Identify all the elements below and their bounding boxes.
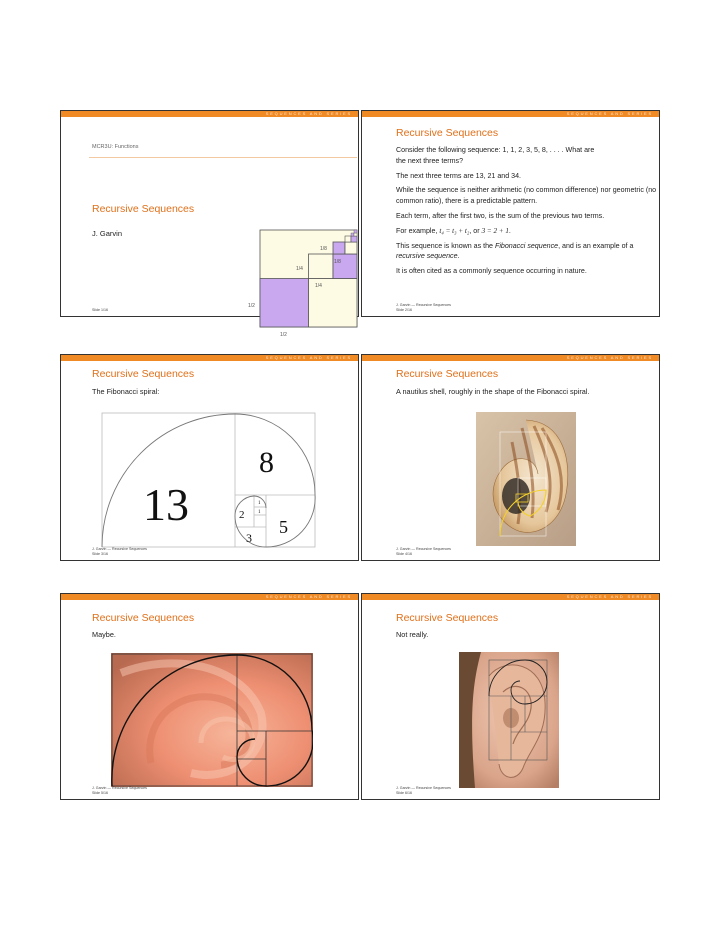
- frac-label-5: 1/2: [248, 303, 255, 309]
- footer-author: J. Garvin — Recursive Sequences: [92, 786, 147, 791]
- square-1a-label: 1: [258, 501, 261, 506]
- header-section-label: SEQUENCES AND SERIES: [566, 594, 653, 599]
- example-mid: , or: [469, 226, 482, 235]
- example-equation-1: t₄ = t₃ + t₂: [439, 226, 470, 235]
- paragraph-name: [396, 241, 658, 263]
- slide-footer: [92, 786, 147, 796]
- slide-footer: [396, 547, 451, 557]
- header-section-label: SEQUENCES AND SERIES: [566, 355, 653, 360]
- paragraph-pattern: While the sequence is neither arithmetic (no common difference) nor geometric (no common ratio), there is a predictable pattern.: [396, 186, 657, 206]
- example-suffix: .: [508, 226, 511, 235]
- slide-title: Recursive Sequences: [92, 612, 195, 624]
- frac-label-1: 1/8: [320, 246, 327, 252]
- slide-title: Recursive Sequences: [396, 368, 499, 380]
- fraction-squares-svg: [230, 222, 360, 340]
- slide-footer: [92, 308, 108, 313]
- footer-author: J. Garvin — Recursive Sequences: [92, 547, 147, 552]
- footer-author: J. Garvin — Recursive Sequences: [396, 303, 451, 308]
- square-13-label: 13: [143, 479, 189, 530]
- slide-footer: [92, 547, 147, 557]
- paragraph-rule: Each term, after the first two, is the sum of the previous two terms.: [396, 211, 605, 220]
- slide-5: [60, 593, 359, 800]
- question-line-2: the next three terms?: [396, 156, 464, 165]
- nautilus-shell-svg: [476, 412, 576, 546]
- frac-label-6: 1/2: [280, 332, 287, 338]
- recursive-term: recursive sequence: [396, 252, 458, 261]
- frac-label-3: 1/4: [296, 266, 303, 272]
- header-section-label: SEQUENCES AND SERIES: [265, 355, 352, 360]
- slide-body: [396, 145, 658, 281]
- course-label: MCR3U: Functions: [92, 144, 139, 150]
- slide-text: Maybe.: [92, 630, 116, 639]
- header-section-label: SEQUENCES AND SERIES: [566, 111, 653, 116]
- paragraph-nature: It is often cited as a commonly sequence occurring in nature.: [396, 267, 587, 276]
- header-section-label: SEQUENCES AND SERIES: [265, 111, 352, 116]
- slide-text: Not really.: [396, 630, 429, 639]
- footer-author: J. Garvin — Recursive Sequences: [396, 786, 451, 791]
- footer-author: J. Garvin — Recursive Sequences: [396, 547, 451, 552]
- frac-label-4: 1/4: [315, 283, 322, 289]
- slide-number: Slide 2/16: [396, 308, 412, 313]
- rose-svg: [111, 653, 313, 787]
- course-rule: [89, 157, 357, 158]
- name-prefix: This sequence is known as the: [396, 241, 495, 250]
- slide-number: Slide 3/16: [92, 552, 108, 557]
- author-name: J. Garvin: [92, 229, 123, 238]
- slide-title: Recursive Sequences: [396, 127, 499, 139]
- square-5-label: 5: [279, 517, 288, 537]
- frac-label-2: 1/8: [334, 259, 341, 265]
- slide-number: Slide 5/16: [92, 791, 108, 796]
- paragraph-answer: The next three terms are 13, 21 and 34.: [396, 171, 522, 180]
- slide-number: Slide 1/16: [92, 308, 108, 313]
- slide-title: Recursive Sequences: [396, 612, 499, 624]
- rose-photo: [111, 653, 313, 787]
- slide-6: [361, 593, 660, 800]
- example-prefix: For example,: [396, 226, 440, 235]
- square-8-label: 8: [259, 446, 274, 479]
- slide-footer: [396, 303, 451, 313]
- fibonacci-term: Fibonacci sequence: [494, 241, 559, 250]
- slide-footer: [396, 786, 451, 796]
- paragraph-example: [396, 226, 658, 237]
- slide-text: The Fibonacci spiral:: [92, 387, 160, 396]
- nautilus-shell-photo: [476, 412, 576, 546]
- fibonacci-spiral-figure: [101, 412, 316, 548]
- slide-4: [361, 354, 660, 561]
- name-suffix: .: [457, 252, 460, 261]
- fibonacci-spiral-svg: [101, 412, 316, 548]
- square-3-label: 3: [246, 531, 252, 545]
- fraction-squares-figure: [230, 222, 360, 340]
- slide-text: A nautilus shell, roughly in the shape of the Fibonacci spiral.: [396, 387, 590, 396]
- name-mid: , and is an example of a: [558, 241, 634, 250]
- slide-2: [361, 110, 660, 317]
- example-equation-2: 3 = 2 + 1: [481, 226, 509, 235]
- slide-number: Slide 4/16: [396, 552, 412, 557]
- slide-3: [60, 354, 359, 561]
- ear-svg: [459, 652, 559, 788]
- square-1b-label: 1: [258, 510, 261, 515]
- header-section-label: SEQUENCES AND SERIES: [265, 594, 352, 599]
- question-line-1: Consider the following sequence: 1, 1, 2, 3, 5, 8, . . . . What are: [396, 146, 595, 154]
- paragraph-question: [396, 145, 658, 167]
- ear-photo: [459, 652, 559, 788]
- slide-title: Recursive Sequences: [92, 368, 195, 380]
- presentation-title: Recursive Sequences: [92, 203, 195, 215]
- square-2-label: 2: [239, 509, 245, 521]
- slide-number: Slide 6/16: [396, 791, 412, 796]
